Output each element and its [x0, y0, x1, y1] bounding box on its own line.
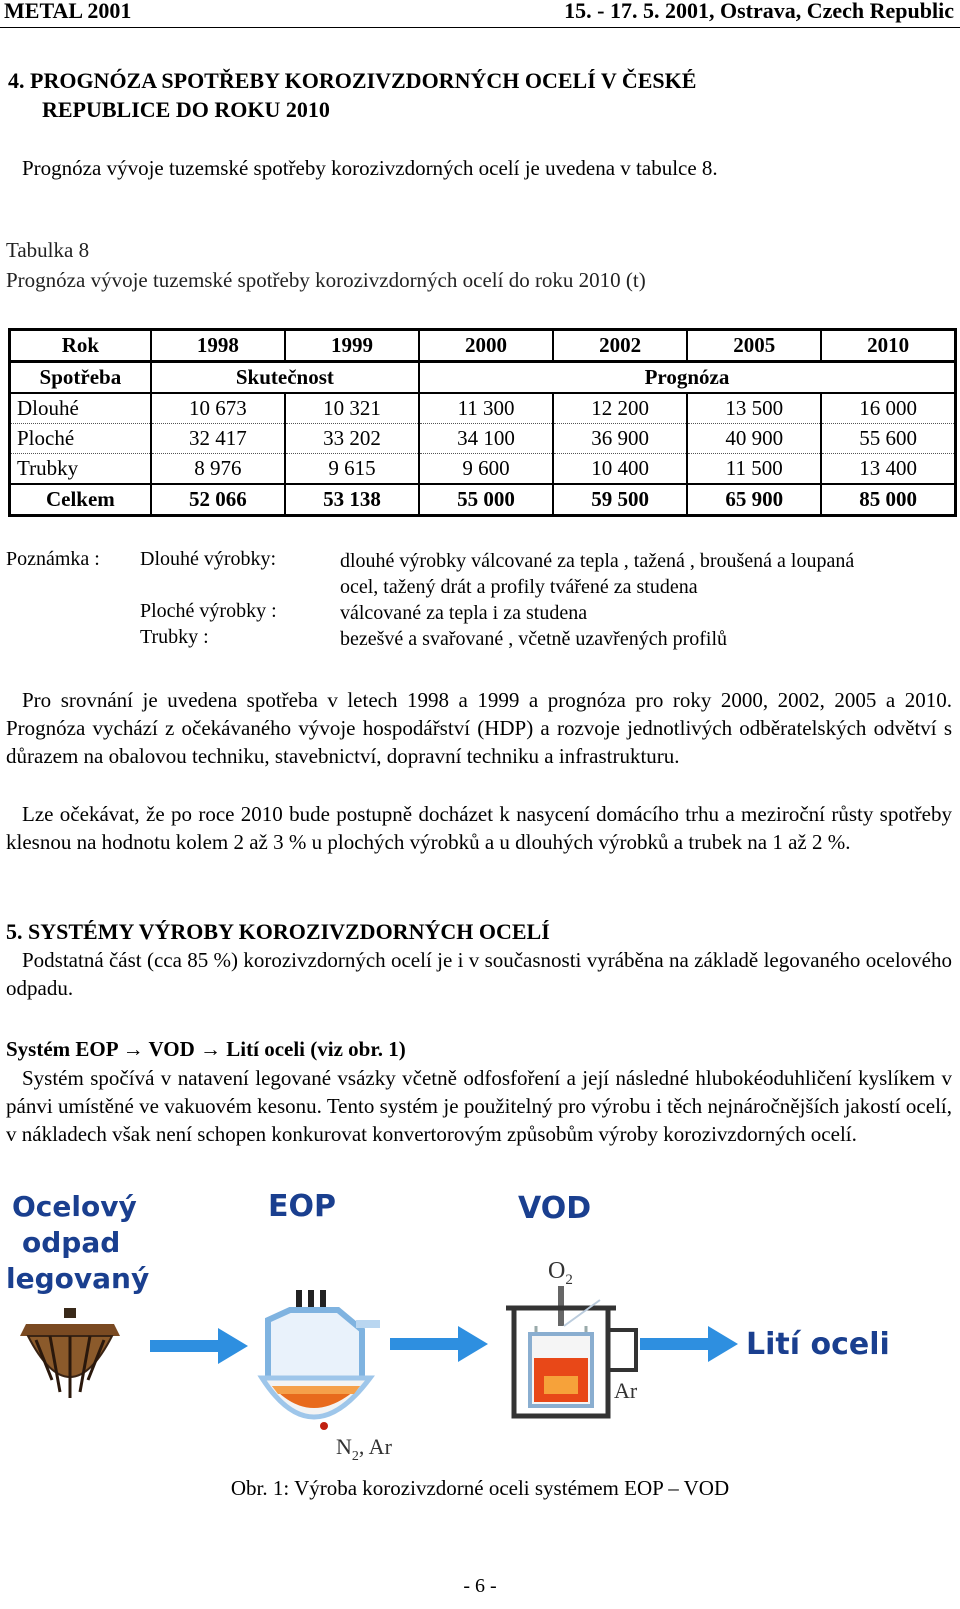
figure-label-o2: $O_2$: [548, 1258, 573, 1288]
figure-label-eop: EOP: [268, 1189, 336, 1224]
note-value-flat: válcované za tepla i za studena: [340, 602, 588, 624]
section4-heading: [8, 66, 696, 124]
figure-label-casting: Lití oceli: [746, 1327, 890, 1362]
table-cell: 36 900: [553, 424, 687, 454]
total-cell: 65 900: [687, 484, 821, 516]
table-cell: 12 200: [553, 393, 687, 424]
header-cell: 1998: [151, 330, 285, 362]
header-cell: 2000: [419, 330, 553, 362]
subheader-actual: Skutečnost: [151, 362, 419, 394]
table-cell: 13 500: [687, 393, 821, 424]
table-cell: 32 417: [151, 424, 285, 454]
header-cell: 2010: [821, 330, 955, 362]
total-cell: 59 500: [553, 484, 687, 516]
header-cell: 2005: [687, 330, 821, 362]
table-row: [10, 454, 956, 485]
section5-title: 5. SYSTÉMY VÝROBY KOROZIVZDORNÝCH OCELÍ: [6, 919, 550, 944]
row-name: Trubky: [10, 454, 151, 485]
header-cell: Rok: [10, 330, 151, 362]
table-cell: 10 400: [553, 454, 687, 485]
subheader-cell: Spotřeba: [10, 362, 151, 394]
row-name: Dlouhé: [10, 393, 151, 424]
figure-label-scrap-2: odpad: [22, 1226, 121, 1259]
figure-label-scrap-1: Ocelový: [12, 1190, 137, 1223]
section4-title-line1: 4. PROGNÓZA SPOTŘEBY KOROZIVZDORNÝCH OCELÍ V ČESKÉ: [8, 68, 697, 93]
note-label: Poznámka :: [6, 548, 100, 570]
system-title: Systém EOP → VOD → Lití oceli (viz obr. 1): [6, 1037, 406, 1061]
table-cell: 10 321: [285, 393, 419, 424]
total-cell: 52 066: [151, 484, 285, 516]
figure-label-n2: $N_2$, Ar: [336, 1434, 392, 1464]
table-cell: 11 500: [687, 454, 821, 485]
note-value-long: [340, 548, 952, 600]
total-label: Celkem: [10, 484, 151, 516]
total-cell: 55 000: [419, 484, 553, 516]
system-paragraph: Systém spočívá v natavení legované vsázky včetně odfosfoření a její následné hlubokéoduhličení kyslíkem v pánvi umístěné ve vakuovém kesonu. Tento systém je použitelný pro výrobu i těch nejnáročnějších jakostí ocelí, v nákladech však není schopen konkurovat konvertorovým způsobům výroby korozivzdorných ocelí.: [6, 1066, 952, 1146]
table-cell: 40 900: [687, 424, 821, 454]
header-cell: 1999: [285, 330, 419, 362]
table-cell: 16 000: [821, 393, 955, 424]
note-key-long: Dlouhé výrobky:: [140, 548, 277, 570]
table-cell: 10 673: [151, 393, 285, 424]
page-header: [0, 0, 960, 26]
table-cell: 55 600: [821, 424, 955, 454]
arrow-icon: [150, 1328, 248, 1364]
note-key-flat: Ploché výrobky :: [140, 600, 277, 622]
figure-label-scrap-3: legovaný: [6, 1262, 150, 1295]
paragraph-comparison: Pro srovnání je uvedena spotřeba v letech 1998 a 1999 a prognóza pro roky 2000, 2002, 2005 a 2010. Prognóza vychází z očekávaného vývoje hospodářství (HDP) a rozvoje jednotlivých odběratelských odvětví s důrazem na obalovou techniku, stavebnictví, dopravní techniku a infrastrukturu.: [6, 688, 952, 768]
table-row: [10, 424, 956, 454]
conference-name: METAL 2001: [4, 0, 132, 23]
electric-arc-furnace-icon: [262, 1290, 380, 1430]
process-figure: [0, 1180, 960, 1470]
conference-date-place: 15. - 17. 5. 2001, Ostrava, Czech Republic: [564, 0, 954, 23]
row-name: Ploché: [10, 424, 151, 454]
paragraph-outlook: Lze očekávat, že po roce 2010 bude postupně docházet k nasycení domácího trhu a meziroční růsty spotřeby klesnou na hodnotu kolem 2 až 3 % u plochých výrobků a u dlouhých výrobků a trubek na 1 až 2 %.: [6, 802, 952, 854]
note-value-line: dlouhé výrobky válcované za tepla , tažená , broušená a loupaná: [340, 550, 855, 572]
table-cell: 13 400: [821, 454, 955, 485]
section4-title-line2: REPUBLICE DO ROKU 2010: [42, 97, 330, 122]
table-label: Tabulka 8: [6, 238, 90, 262]
table-cell: 33 202: [285, 424, 419, 454]
table-cell: 34 100: [419, 424, 553, 454]
header-rule: [0, 27, 960, 28]
total-cell: 85 000: [821, 484, 955, 516]
table-caption: Prognóza vývoje tuzemské spotřeby korozivzdorných ocelí do roku 2010 (t): [6, 268, 646, 292]
table-cell: 8 976: [151, 454, 285, 485]
table-header-row: [10, 330, 956, 362]
table-cell: 9 615: [285, 454, 419, 485]
arrow-icon: [390, 1326, 488, 1362]
section4-intro: Prognóza vývoje tuzemské spotřeby korozivzdorných ocelí je uvedena v tabulce 8.: [22, 156, 718, 180]
table-row: [10, 393, 956, 424]
note-value-line: ocel, tažený drát a profily tvářené za studena: [340, 576, 698, 598]
figure-label-vod: VOD: [518, 1191, 592, 1226]
note-key-tubes: Trubky :: [140, 626, 209, 648]
table-cell: 9 600: [419, 454, 553, 485]
total-cell: 53 138: [285, 484, 419, 516]
figure-caption: Obr. 1: Výroba korozivzdorné oceli systémem EOP – VOD: [230, 1476, 730, 1500]
table-cell: 11 300: [419, 393, 553, 424]
note-value-tubes: bezešvé a svařované , včetně uzavřených profilů: [340, 628, 728, 650]
table-subheader-row: [10, 362, 956, 394]
flow-arrows: [150, 1326, 738, 1364]
forecast-table: [8, 328, 957, 517]
header-cell: 2002: [553, 330, 687, 362]
table-total-row: [10, 484, 956, 516]
page-number: - 6 -: [463, 1575, 497, 1597]
scrap-basket-icon: [20, 1308, 120, 1398]
figure-label-ar: Ar: [614, 1378, 638, 1403]
subheader-forecast: Prognóza: [419, 362, 956, 394]
arrow-icon: [640, 1326, 738, 1362]
section5-paragraph: Podstatná část (cca 85 %) korozivzdorných ocelí je i v současnosti vyráběna na základě legovaného ocelového odpadu.: [6, 948, 952, 1000]
